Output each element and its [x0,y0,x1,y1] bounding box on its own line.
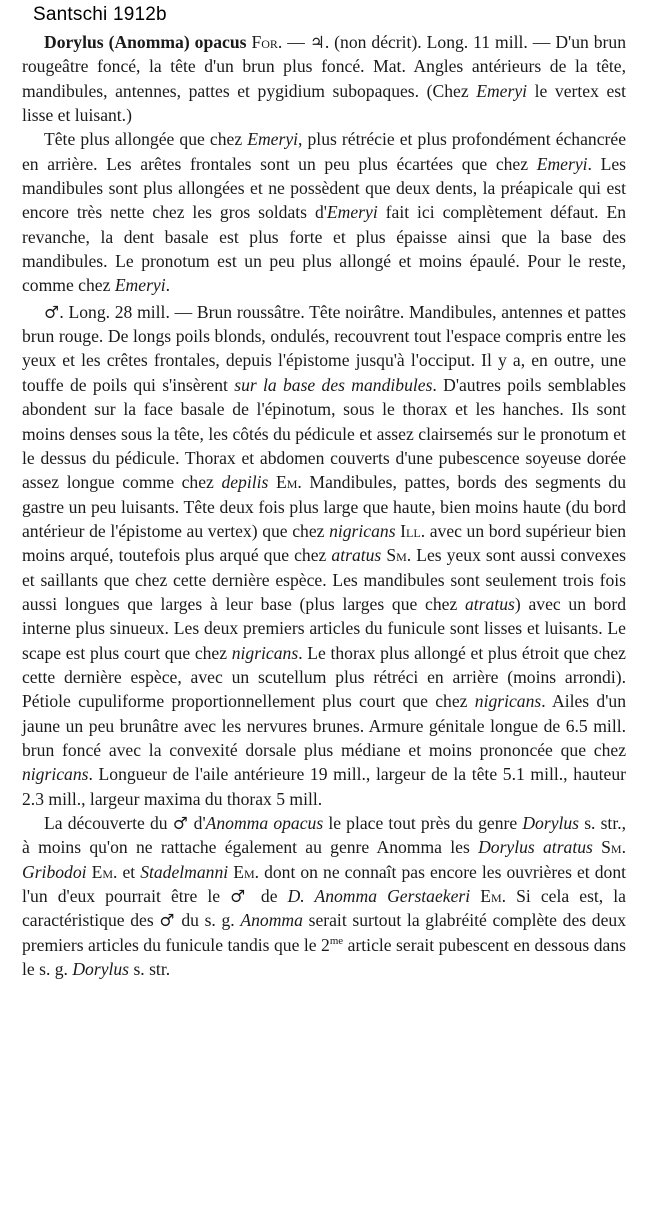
text-run: . Long. 28 mill. — Brun roussâtre. Tête noirâtre. Mandibules, antennes et pattes brun rouge. De longs poils blonds, ondulés, recouvrent tout l'espace compris entre les yeux et les crêtes frontales, depuis l'épistome jusqu'à l'occiput. Il y a, en outre, une touffe de poils qui s'insèrent [22,301,626,395]
italic-run: Dorylus atratus [478,837,593,858]
sex-symbol: ♂ [159,910,176,931]
text-run [470,886,480,906]
italic-run: Emeryi [247,129,299,150]
superscript: me [329,934,344,947]
text-run: La découverte du [44,813,173,833]
italic-run: nigricans [474,691,542,712]
italic-run: Emeryi [476,80,528,101]
paragraph-head-comparison [22,127,626,297]
text-run: . (non décrit). Long. 11 mill. — D'un brun rougeâtre foncé, la tête d'un brun plus foncé. Mat. Angles antérieurs de la tête, mandibules, antennes, pattes et pygidium subopaques. (Chez [22,32,626,101]
text-run: — [282,32,310,52]
text-run: . D'autres poils semblables abondent sur la face basale de l'épinotum, sous le thorax et les hanches. Ils sont moins denses sous la tête, les côtés du pédicule et assez clairsemés sur le pronotum et le dessus du pédicule. Thorax et abdomen couverts d'une pubescence soyeuse dorée assez longue comme chez [22,374,626,493]
sex-symbol: ♂ [230,886,251,907]
italic-run: Emeryi [536,153,588,174]
italic-run: Anomma opacus [205,813,324,833]
paragraph-worker-description [22,30,626,127]
document-body [22,30,626,981]
italic-run: Stadelmanni [140,861,229,882]
author-abbrev: Sm. [601,837,626,858]
sex-symbol: ♃ [309,32,325,52]
text-run [268,472,276,492]
text-run: . Longueur de l'aile antérieure 19 mill., largeur de la tête 5.1 mill., hauteur 2.3 mill., largeur maxima du thorax 5 mill. [22,764,626,809]
text-run: le vertex est lisse et luisant.) [22,80,626,126]
italic-run: Emeryi [326,202,378,223]
text-run: d' [188,813,206,833]
italic-run: nigricans [231,642,299,663]
italic-run: atratus [465,593,515,614]
text-run: . Le thorax plus allongé et plus étroit que chez cette dernière espèce, avec un scutellum plus rétréci en arrière (moins arrondi). Pétiole cupuliforme proportionnellement plus court que chez [22,642,626,712]
author-abbrev: Em. [480,886,507,907]
text-run: Tête plus allongée que chez [44,129,248,150]
bold-run: Dorylus (Anomma) opacus [44,32,247,52]
text-run: dont on ne connaît pas encore les ouvrières et dont l'un d'eux pourrait être le [22,861,626,907]
italic-run: Gribodoi [22,861,87,882]
text-run: Les yeux sont aussi convexes et saillants que chez cette dernière espèce. Les mandibules sont seulement trois fois aussi longues que larges à leur base (plus larges que chez [22,545,626,614]
text-run: article serait pubescent en dessous dans le s. g. [22,934,626,980]
italic-run: Anomma [240,910,303,931]
text-run: fait ici complètement défaut. En revanche, la dent basale est plus forte et plus épaisse ainsi que la base des mandibules. Le pronotum est un peu plus allongé et moins épaulé. Pour le reste, comme chez [22,202,626,296]
text-run: . [165,275,171,296]
text-run: et [117,861,141,882]
italic-run: nigricans [329,520,396,541]
italic-run: Emeryi [114,275,166,296]
italic-run: sur la base des mandibules [234,374,433,395]
text-run: Si cela est, la caractéristique des [22,886,626,931]
text-run [593,837,601,857]
text-run: avec un bord supérieur bien moins arqué, toutefois plus arqué que chez [22,520,626,566]
source-label: Santschi 1912b [33,4,167,25]
author-abbrev: Sm. [386,545,412,566]
italic-run: Dorylus [522,813,580,833]
sex-symbol: ♂ [44,301,60,322]
italic-run: D. Anomma Gerstaekeri [287,886,471,907]
italic-run: nigricans [22,764,89,785]
text-run: ) avec un bord interne plus sinueux. Les deux premiers articles du funicule sont lisses et luisants. Le scape est plus court que chez [22,593,626,663]
italic-run: depilis [221,472,269,493]
author-abbrev: For. [251,32,283,52]
text-run: s. str. [129,959,171,980]
text-run: , plus rétrécie et plus profondément échancrée en arrière. Les arêtes frontales sont un peu plus écartées que chez [22,129,627,174]
author-abbrev: Em. [275,472,302,493]
text-run: . Les mandibules sont plus allongées et ne possèdent que deux dents, la préapicale qui est encore très nette chez les gros soldats d' [22,153,626,223]
italic-run: Dorylus [72,959,130,980]
author-abbrev: Em. [233,861,260,882]
paragraph-male-description [22,300,626,811]
text-run: Mandibules, pattes, bords des segments du gastre un peu luisants. Tête deux fois plus large que haute, bien moins haute (du bord antérieur de l'épistome au vertex) que chez [22,472,626,541]
author-abbrev: Em. [91,861,118,882]
text-run: s. str., à moins qu'on ne rattache également au genre Anomma les [22,813,627,858]
text-run: de [250,886,288,907]
italic-run: atratus [331,545,382,566]
sex-symbol: ♂ [172,813,189,833]
text-run: . Ailes d'un jaune un peu brunâtre avec les nervures brunes. Armure génitale longue de 6.5 mill. brun foncé avec la convexité dorsale plus médiane et moins prononcée que chez [22,691,626,760]
text-run: le place tout près du genre [323,813,523,833]
text-run: serait surtout la glabréité complète des deux premiers articles du funicule tandis que le 2 [22,910,626,955]
text-run: du s. g. [175,910,241,931]
author-abbrev: Ill. [400,520,426,541]
paragraph-discussion [22,811,626,981]
